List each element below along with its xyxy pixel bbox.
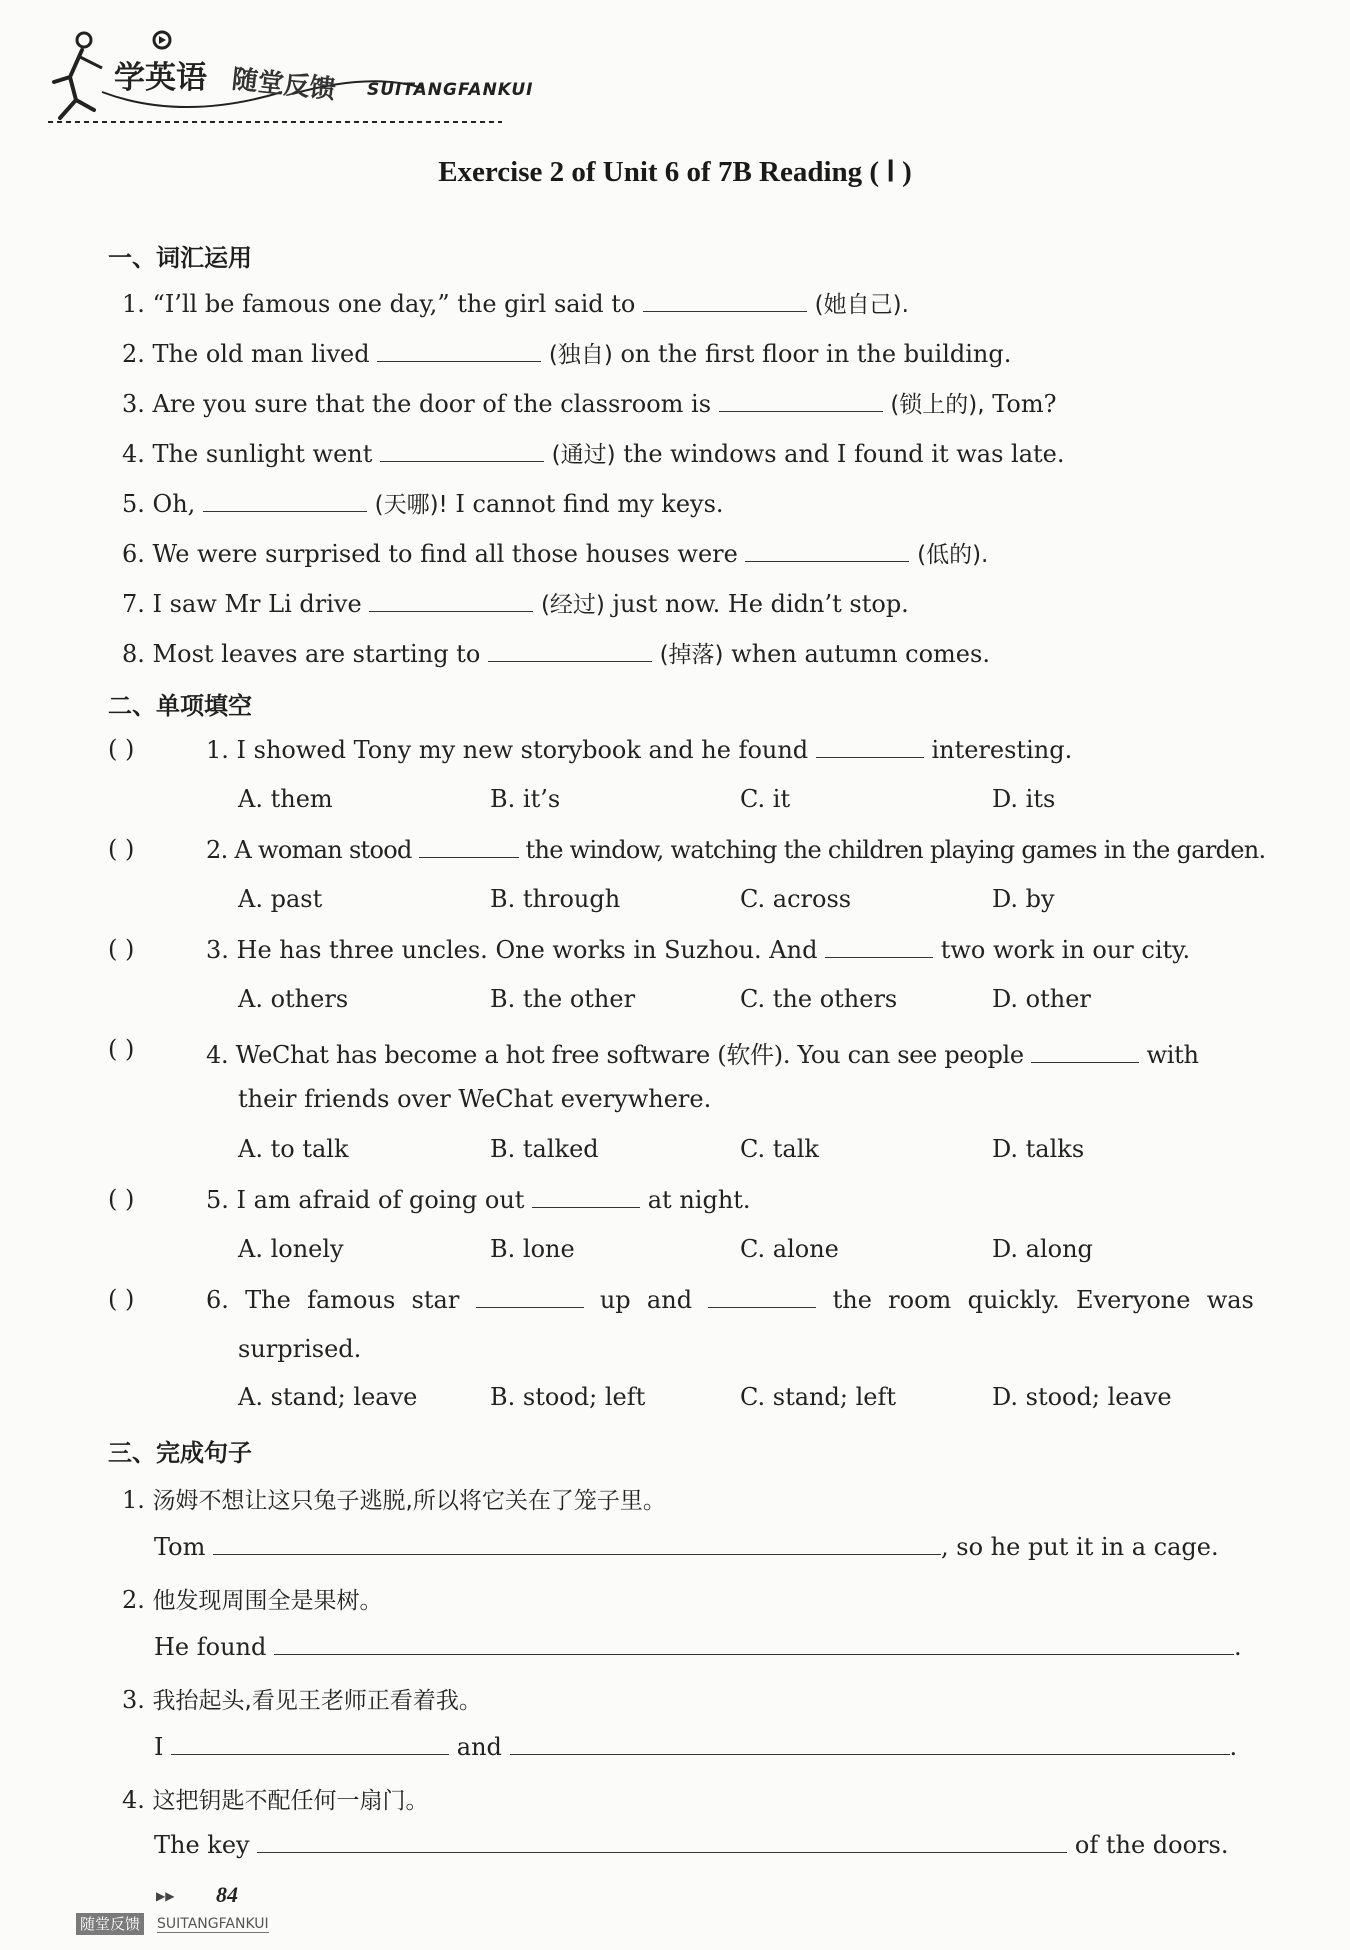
answer-blank <box>476 1285 584 1308</box>
mc-question-5: 5. I am afraid of going out at night. <box>206 1186 751 1214</box>
vocab-item-2: 2. The old man lived (独自) on the first floor in the building. <box>122 340 1012 368</box>
answer-line[interactable] <box>171 1732 449 1755</box>
answer-blank <box>532 1185 640 1208</box>
answer-blank[interactable] <box>369 589 533 612</box>
option-b[interactable]: B. lone <box>490 1235 575 1263</box>
vocab-item-8: 8. Most leaves are starting to (掉落) when autumn comes. <box>122 640 990 668</box>
option-a[interactable]: A. them <box>238 785 333 813</box>
answer-blank <box>1031 1040 1139 1063</box>
answer-paren[interactable]: ( ) <box>108 935 135 963</box>
option-b[interactable]: B. talked <box>490 1135 599 1163</box>
option-d[interactable]: D. along <box>992 1235 1093 1263</box>
mc-question-6: 6. The famous star up and the room quickly. Everyone was <box>206 1286 1254 1314</box>
mc-question-6-continued: surprised. <box>238 1335 362 1363</box>
option-d[interactable]: D. other <box>992 985 1091 1013</box>
answer-line[interactable] <box>274 1632 1234 1655</box>
option-c[interactable]: C. the others <box>740 985 898 1013</box>
translation-prompt-4: 4. 这把钥匙不配任何一扇门。 <box>122 1786 429 1814</box>
answer-paren[interactable]: ( ) <box>108 1285 135 1313</box>
answer-blank <box>708 1285 816 1308</box>
answer-paren[interactable]: ( ) <box>108 1185 135 1213</box>
header-logo <box>42 22 542 132</box>
answer-blank[interactable] <box>203 489 367 512</box>
mc-question-1: 1. I showed Tony my new storybook and he found interesting. <box>206 736 1073 764</box>
vocab-item-4: 4. The sunlight went (通过) the windows and I found it was late. <box>122 440 1065 468</box>
vocab-item-7: 7. I saw Mr Li drive (经过) just now. He didn’t stop. <box>122 590 909 618</box>
option-d[interactable]: D. stood; leave <box>992 1383 1172 1411</box>
vocab-item-5: 5. Oh, (天哪)! I cannot find my keys. <box>122 490 724 518</box>
mc-question-3: 3. He has three uncles. One works in Suzhou. And two work in our city. <box>206 936 1191 964</box>
translation-answer-4: The key of the doors. <box>154 1831 1229 1859</box>
mc-question-2: 2. A woman stood the window, watching the children playing games in the garden. <box>206 836 1266 864</box>
translation-answer-2: He found . <box>154 1633 1242 1661</box>
option-c[interactable]: C. alone <box>740 1235 839 1263</box>
option-a[interactable]: A. others <box>238 985 349 1013</box>
vocab-item-6: 6. We were surprised to find all those houses were (低的). <box>122 540 989 568</box>
answer-blank[interactable] <box>643 289 807 312</box>
option-d[interactable]: D. talks <box>992 1135 1085 1163</box>
option-a[interactable]: A. stand; leave <box>238 1383 418 1411</box>
answer-paren[interactable]: ( ) <box>108 735 135 763</box>
option-c[interactable]: C. across <box>740 885 852 913</box>
answer-blank[interactable] <box>488 639 652 662</box>
translation-prompt-2: 2. 他发现周围全是果树。 <box>122 1586 383 1614</box>
answer-line[interactable] <box>510 1732 1230 1755</box>
logo-pinyin: SUITANGFANKUI <box>367 80 534 100</box>
answer-blank[interactable] <box>745 539 909 562</box>
option-c[interactable]: C. talk <box>740 1135 819 1163</box>
option-b[interactable]: B. stood; left <box>490 1383 646 1411</box>
section-1-title: 一、词汇运用 <box>108 244 252 272</box>
translation-answer-1: Tom , so he put it in a cage. <box>154 1533 1219 1561</box>
translation-prompt-1: 1. 汤姆不想让这只兔子逃脱,所以将它关在了笼子里。 <box>122 1486 666 1514</box>
option-b[interactable]: B. it’s <box>490 785 561 813</box>
section-3-title: 三、完成句子 <box>108 1439 252 1467</box>
vocab-item-1: 1. “I’ll be famous one day,” the girl said to (她自己). <box>122 290 909 318</box>
option-b[interactable]: B. through <box>490 885 621 913</box>
option-c[interactable]: C. stand; left <box>740 1383 896 1411</box>
page-title: Exercise 2 of Unit 6 of 7B Reading ( Ⅰ ) <box>438 156 912 188</box>
option-d[interactable]: D. by <box>992 885 1055 913</box>
footer-badge: 随堂反馈 <box>76 1913 144 1935</box>
answer-paren[interactable]: ( ) <box>108 835 135 863</box>
vocab-item-3: 3. Are you sure that the door of the classroom is (锁上的), Tom? <box>122 390 1057 418</box>
mc-question-4: 4. WeChat has become a hot free software (软件). You can see people with <box>206 1041 1199 1069</box>
answer-line[interactable] <box>213 1532 941 1555</box>
answer-paren[interactable]: ( ) <box>108 1035 135 1063</box>
option-a[interactable]: A. past <box>238 885 323 913</box>
answer-blank[interactable] <box>377 339 541 362</box>
section-2-title: 二、单项填空 <box>108 692 252 720</box>
option-b[interactable]: B. the other <box>490 985 636 1013</box>
answer-blank <box>419 835 519 858</box>
option-a[interactable]: A. lonely <box>238 1235 344 1263</box>
mc-question-4-continued: their friends over WeChat everywhere. <box>238 1085 712 1113</box>
answer-blank <box>825 935 933 958</box>
answer-blank[interactable] <box>719 389 883 412</box>
answer-blank[interactable] <box>380 439 544 462</box>
footer-pinyin: SUITANGFANKUI <box>157 1916 269 1932</box>
translation-prompt-3: 3. 我抬起头,看见王老师正看着我。 <box>122 1686 482 1714</box>
option-a[interactable]: A. to talk <box>238 1135 349 1163</box>
answer-blank <box>816 735 924 758</box>
page-number: 84 <box>216 1882 238 1907</box>
option-c[interactable]: C. it <box>740 785 791 813</box>
logo-title: 学英语 <box>114 60 207 96</box>
answer-line[interactable] <box>257 1830 1067 1853</box>
option-d[interactable]: D. its <box>992 785 1056 813</box>
translation-answer-3: I and . <box>154 1733 1238 1761</box>
logo-subtitle: 随堂反馈 <box>230 64 338 106</box>
double-arrow-icon: ▶▶ <box>156 1889 175 1903</box>
